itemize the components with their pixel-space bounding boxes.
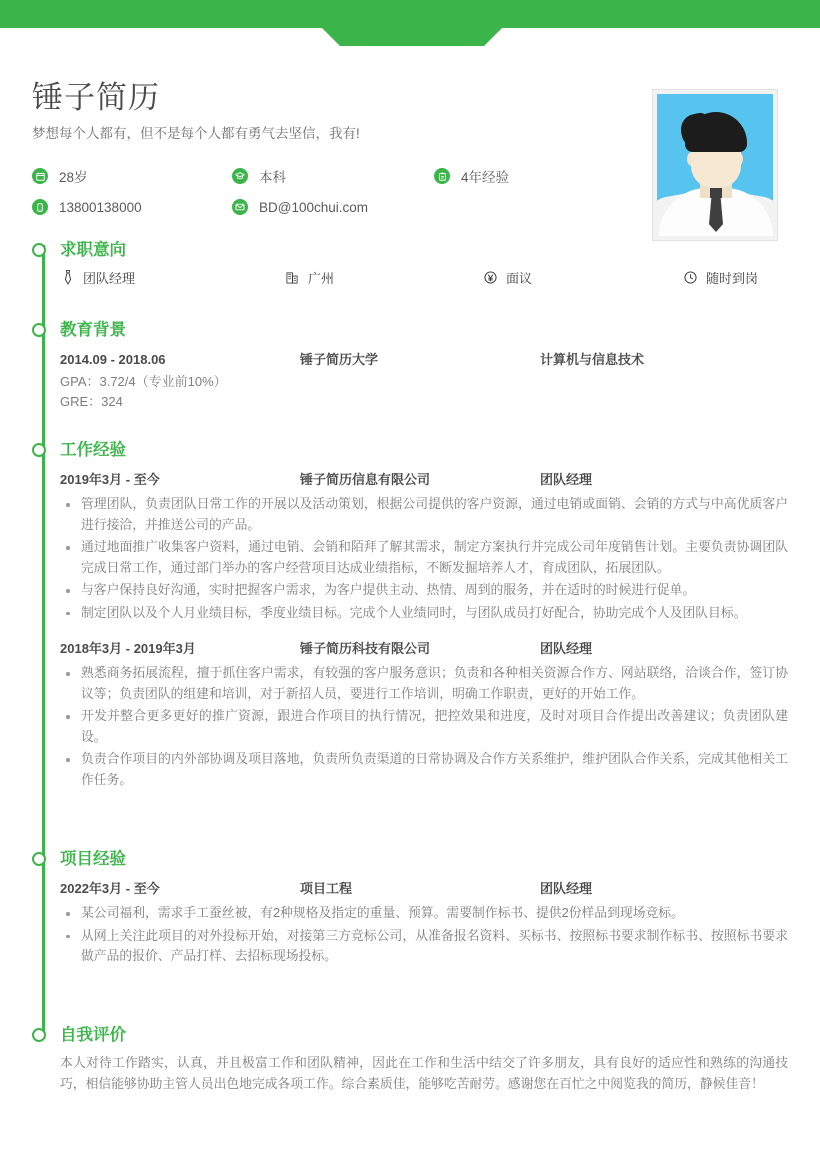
section-body-self-evaluation: [60, 1053, 788, 1094]
info-item-experience: [434, 166, 614, 186]
clipboard-icon: [434, 168, 450, 184]
section-title-work-experience: 工作经验: [60, 441, 126, 459]
intention-item-availability: [683, 268, 758, 287]
avatar-illustration: [657, 94, 773, 236]
entry-date: 2022年3月 - 至今: [60, 881, 160, 896]
section-marker-dot: [32, 443, 46, 457]
list-item: 开发并整合更多更好的推广资源，跟进合作项目的执行情况，把控效果和进度，及时对项目合作提出改善建议；负责团队建设。: [60, 706, 788, 747]
entry-header: [60, 468, 788, 492]
project-entry: [60, 877, 788, 967]
section-title-job-intention: 求职意向: [60, 241, 126, 259]
entry-role: 团队经理: [540, 472, 593, 487]
entry-major: 计算机与信息技术: [540, 352, 645, 367]
header-block: [32, 78, 632, 228]
phone-icon: [32, 199, 48, 215]
top-banner: [0, 0, 820, 28]
info-text-degree: 本科: [259, 170, 286, 185]
entry-role: 团队经理: [540, 641, 593, 656]
building-icon: [285, 270, 300, 285]
section-body-job-intention: [60, 268, 788, 287]
section-marker-dot: [32, 243, 46, 257]
section-project-experience: [32, 849, 788, 969]
section-marker-dot: [32, 1028, 46, 1042]
list-item: 负责合作项目的内外部协调及项目落地，负责所负责渠道的日常协调及合作方关系维护，维护团队合作关系，完成其他相关工作任务。: [60, 749, 788, 790]
work-entry: [60, 637, 788, 790]
info-text-email: BD@100chui.com: [259, 199, 369, 215]
intention-text-city: 广州: [308, 271, 335, 286]
section-body-education: [60, 348, 788, 412]
section-job-intention: [32, 240, 788, 287]
info-item-email[interactable]: [232, 199, 434, 215]
section-body-project-experience: [60, 877, 788, 967]
work-bullet-list: [60, 663, 788, 790]
intention-text-position: 团队经理: [83, 271, 136, 286]
list-item: 熟悉商务拓展流程，擅于抓住客户需求，有较强的客户服务意识；负责和各种相关资源合作方、网站联络，洽谈合作，签订协议等；负责团队的组建和培训，对于新招人员，要进行工作培训，明确工作职责，更好的开始工作。: [60, 663, 788, 704]
envelope-icon: [232, 199, 248, 215]
intention-item-city: [285, 268, 483, 287]
info-item-degree: [232, 166, 434, 186]
work-bullet-list: [60, 494, 788, 623]
education-entry: [60, 348, 788, 412]
list-item: 通过地面推广收集客户资料，通过电销、会销和陌拜了解其需求，制定方案执行并完成公司年度销售计划。主要负责协调团队完成日常工作，通过部门举办的客户经营项目达成业绩指标，不断发掘培养人才，育成团队，拓展团队。: [60, 537, 788, 578]
graduation-cap-icon: [232, 168, 248, 184]
yen-icon: [483, 270, 498, 285]
section-title-project-experience: 项目经验: [60, 850, 126, 868]
section-title-self-evaluation: 自我评价: [60, 1026, 126, 1044]
info-text-experience: 4年经验: [461, 170, 510, 185]
entry-company: 锤子简历信息有限公司: [300, 472, 431, 487]
intention-text-salary: 面议: [506, 271, 533, 286]
work-entry: [60, 468, 788, 623]
entry-company: 锤子简历科技有限公司: [300, 641, 431, 656]
info-item-age: [32, 166, 232, 186]
entry-role: 团队经理: [540, 881, 593, 896]
info-text-phone: 13800138000: [59, 199, 142, 215]
entry-project-name: 项目工程: [300, 881, 353, 896]
info-text-age: 28岁: [59, 170, 88, 185]
contact-info-grid: [32, 166, 632, 215]
entry-date: 2019年3月 - 至今: [60, 472, 160, 487]
list-item: 某公司福利，需求手工蚕丝被，有2种规格及指定的重量、预算。需要制作标书、提供2份样品到现场竞标。: [60, 903, 788, 924]
project-bullet-list: [60, 903, 788, 967]
intention-item-salary: [483, 268, 683, 287]
section-body-work-experience: [60, 468, 788, 790]
section-work-experience: [32, 440, 788, 792]
self-evaluation-text: 本人对待工作踏实，认真，并且极富工作和团队精神，因此在工作和生活中结交了许多朋友，具有良好的适应性和熟练的沟通技巧，相信能够协助主管人员出色地完成各项工作。综合素质佳，能够吃苦耐劳。感谢您在百忙之中阅览我的简历，静候佳音！: [60, 1055, 788, 1091]
calendar-icon: [32, 168, 48, 184]
banner-tab-shape: [322, 28, 502, 46]
list-item: 管理团队，负责团队日常工作的开展以及活动策划，根据公司提供的客户资源，通过电销或面销、会销的方式与中高优质客户进行接洽，并推送公司的产品。: [60, 494, 788, 535]
entry-header: [60, 348, 788, 372]
entry-date: 2018年3月 - 2019年3月: [60, 641, 196, 656]
avatar: [652, 89, 778, 241]
tie-icon: [60, 270, 75, 285]
section-self-evaluation: [32, 1025, 788, 1094]
contact-info-row: [32, 166, 632, 186]
section-title-education: 教育背景: [60, 321, 126, 339]
entry-school: 锤子简历大学: [300, 352, 379, 367]
info-item-phone[interactable]: [32, 199, 232, 215]
job-intention-row: [60, 268, 788, 287]
page-title: 锤子简历: [32, 80, 160, 115]
intention-text-availability: 随时到岗: [706, 271, 759, 286]
clock-icon: [683, 270, 698, 285]
entry-header: [60, 877, 788, 901]
list-item: 从网上关注此项目的对外投标开始，对接第三方竞标公司，从准备报名资料、买标书、按照标书要求制作标书、按照标书要求做产品的报价、产品打样、去招标现场投标。: [60, 926, 788, 967]
list-item: 与客户保持良好沟通，实时把握客户需求，为客户提供主动、热情、周到的服务，并在适时的时候进行促单。: [60, 580, 788, 601]
entry-header: [60, 637, 788, 661]
contact-info-row: [32, 199, 632, 215]
section-marker-dot: [32, 323, 46, 337]
section-education: [32, 320, 788, 414]
list-item: 制定团队以及个人月业绩目标，季度业绩目标。完成个人业绩同时，与团队成员打好配合，协助完成个人及团队目标。: [60, 603, 788, 624]
intention-item-position: [60, 268, 285, 287]
tagline: 梦想每个人都有，但不是每个人都有勇气去坚信，我有!: [32, 126, 360, 141]
education-detail-gpa: GPA：3.72/4（专业前10%）: [60, 374, 227, 389]
entry-date: 2014.09 - 2018.06: [60, 352, 166, 367]
section-marker-dot: [32, 852, 46, 866]
education-detail-gre: GRE：324: [60, 394, 123, 409]
